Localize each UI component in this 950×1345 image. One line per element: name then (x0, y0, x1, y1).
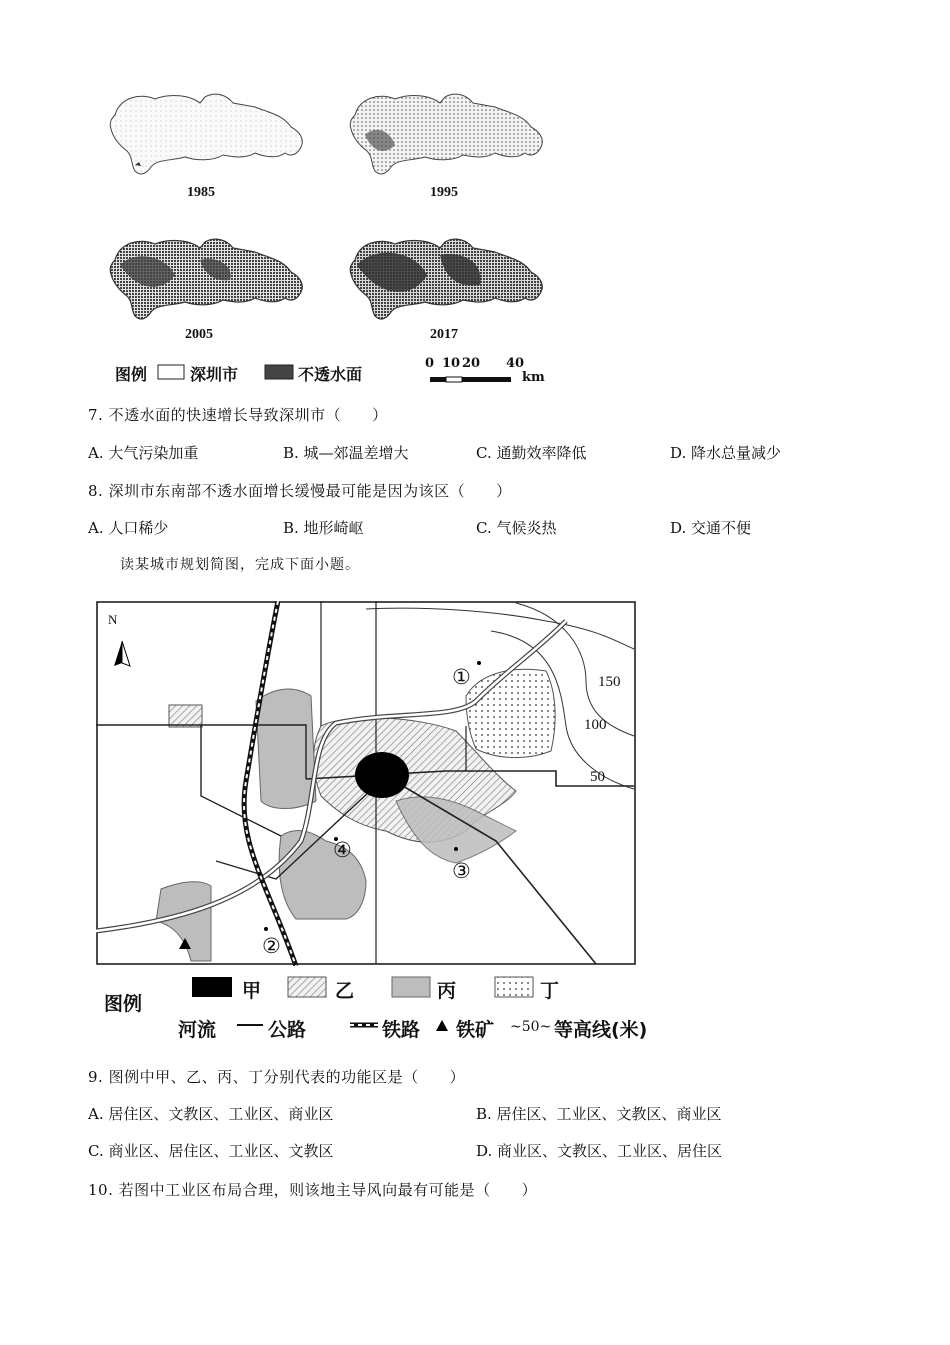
q8-option-d[interactable]: D. 交通不便 (670, 519, 752, 537)
scale-tick-20: 20 (462, 356, 481, 371)
legend-rail: 铁路 (382, 1019, 421, 1041)
year-label-1995: 1995 (430, 185, 458, 200)
scale-tick-0: 0 (425, 356, 435, 371)
legend-zone-bing: 丙 (437, 980, 457, 1002)
q10-stem: 10. 若图中工业区布局合理，则该地主导风向最有可能是（ ） (88, 1181, 538, 1199)
legend-contour-sample-value: 50 (521, 1019, 540, 1035)
contour-label-50: 50 (590, 769, 605, 785)
fig1-legend-city: 深圳市 (190, 365, 239, 384)
north-label: N (108, 612, 118, 627)
reading-intro: 读某城市规划简图，完成下面小题。 (120, 557, 360, 573)
q7-option-d[interactable]: D. 降水总量减少 (670, 444, 782, 462)
fig2-legend-title: 图例 (104, 993, 143, 1015)
q7-stem: 7. 不透水面的快速增长导致深圳市（ ） (88, 406, 388, 424)
legend-contour-sample: ~50~ (510, 1019, 552, 1035)
fig1-legend-title: 图例 (115, 365, 148, 384)
legend-contour: 等高线(米) (554, 1019, 648, 1041)
contour-label-150: 150 (598, 674, 621, 690)
legend-zone-jia: 甲 (242, 980, 262, 1002)
q9-option-d[interactable]: D. 商业区、文教区、工业区、居住区 (476, 1142, 723, 1160)
legend-road: 公路 (268, 1019, 307, 1041)
legend-zone-ding: 丁 (540, 980, 560, 1002)
q7-option-c[interactable]: C. 通勤效率降低 (476, 444, 587, 462)
q9-option-c[interactable]: C. 商业区、居住区、工业区、文教区 (88, 1142, 334, 1160)
site-label-3: ③ (452, 859, 471, 883)
year-label-2005: 2005 (185, 327, 213, 342)
q9-stem: 9. 图例中甲、乙、丙、丁分别代表的功能区是（ ） (88, 1068, 466, 1086)
q8-option-a[interactable]: A. 人口稀少 (88, 519, 169, 537)
shenzhen-maps-graphic (100, 80, 560, 390)
q9-option-a[interactable]: A. 居住区、文教区、工业区、商业区 (88, 1105, 334, 1123)
q8-option-c[interactable]: C. 气候炎热 (476, 519, 557, 537)
city-plan-graphic (96, 601, 636, 966)
site-label-2: ② (262, 934, 281, 958)
year-label-1985: 1985 (187, 185, 215, 200)
year-label-2017: 2017 (430, 327, 458, 342)
scale-tick-10: 10 (442, 356, 461, 371)
q8-option-b[interactable]: B. 地形崎岖 (283, 519, 364, 537)
fig1-legend-impervious: 不透水面 (298, 365, 363, 384)
scale-tick-40: 40 (506, 356, 525, 371)
site-label-4: ④ (333, 838, 352, 862)
city-plan-map (96, 601, 636, 966)
q8-stem: 8. 深圳市东南部不透水面增长缓慢最可能是因为该区（ ） (88, 482, 512, 500)
scale-unit: km (522, 370, 545, 385)
legend-zone-yi: 乙 (335, 980, 355, 1002)
contour-label-100: 100 (584, 717, 607, 733)
legend-river: 河流 (178, 1019, 217, 1041)
shenzhen-maps-figure (100, 80, 560, 390)
q9-option-b[interactable]: B. 居住区、工业区、文教区、商业区 (476, 1105, 722, 1123)
site-label-1: ① (452, 665, 471, 689)
q7-option-a[interactable]: A. 大气污染加重 (88, 444, 199, 462)
legend-mine: 铁矿 (456, 1019, 495, 1041)
q7-option-b[interactable]: B. 城—郊温差增大 (283, 444, 409, 462)
